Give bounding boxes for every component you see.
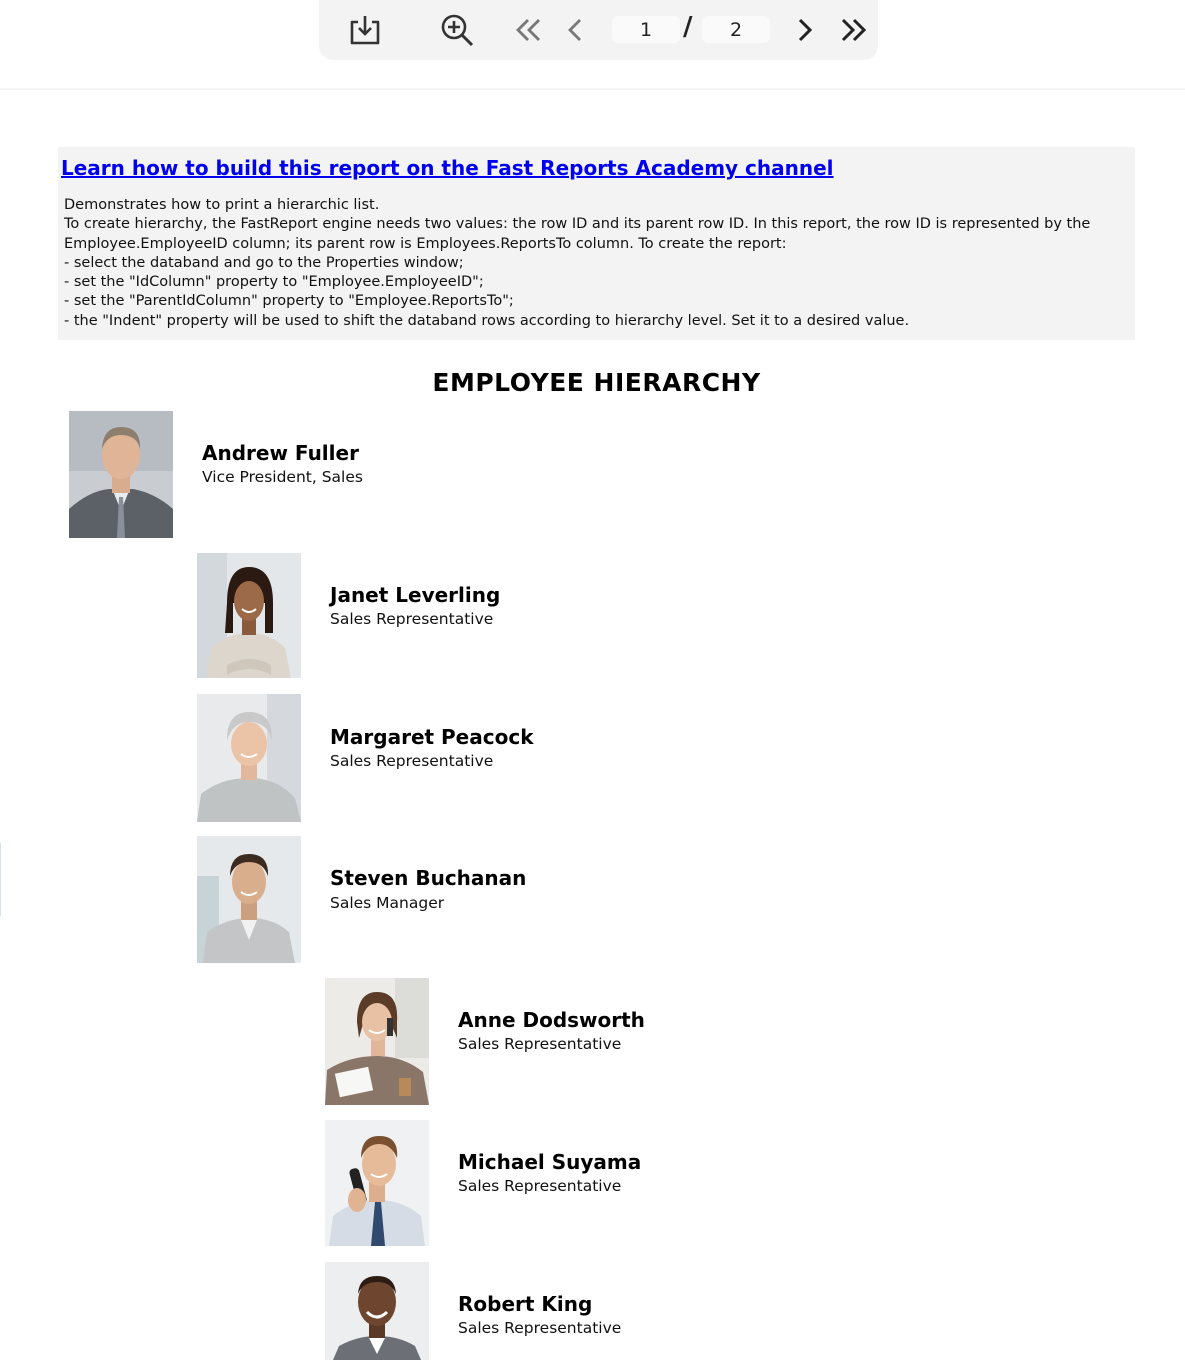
toolbar-divider [0, 88, 1185, 90]
side-scroll-marker [0, 843, 1, 916]
employee-title: Sales Representative [330, 752, 494, 770]
employee-photo [197, 694, 301, 822]
description-line: - set the "IdColumn" property to "Employee.EmployeeID"; [64, 274, 484, 291]
employee-photo [325, 1120, 429, 1246]
prev-page-icon [566, 17, 584, 43]
employee-title: Vice President, Sales [202, 468, 363, 486]
description-line: Employee.EmployeeID column; its parent row is Employees.ReportsTo column. To create the report: [64, 235, 787, 252]
employee-photo [325, 978, 429, 1105]
employee-name: Robert King [458, 1292, 593, 1316]
employee-name: Michael Suyama [458, 1150, 642, 1174]
employee-name: Andrew Fuller [202, 441, 359, 465]
report-title: EMPLOYEE HIERARCHY [432, 368, 761, 397]
first-page-button[interactable] [513, 10, 545, 50]
employee-name: Janet Leverling [330, 583, 501, 607]
employee-photo [325, 1262, 429, 1360]
description-line: - set the "ParentIdColumn" property to "Employee.ReportsTo"; [64, 293, 514, 310]
description-line: Demonstrates how to print a hierarchic list. [64, 197, 380, 213]
description-text [64, 196, 1114, 331]
report-toolbar [319, 0, 878, 60]
zoom-button[interactable] [437, 10, 477, 50]
employee-title: Sales Representative [458, 1035, 622, 1053]
description-line: To create hierarchy, the FastReport engine needs two values: the row ID and its parent row ID. In this report, the row ID is represented by the [64, 216, 1091, 233]
page-separator: / [683, 12, 693, 42]
employee-title: Sales Representative [330, 610, 494, 628]
employee-name: Margaret Peacock [330, 725, 534, 749]
employee-name: Anne Dodsworth [458, 1008, 645, 1032]
next-page-button[interactable] [793, 10, 817, 50]
employee-title: Sales Representative [458, 1319, 622, 1337]
employee-title: Sales Representative [458, 1177, 622, 1195]
last-page-button[interactable] [837, 10, 869, 50]
academy-link[interactable]: Learn how to build this report on the Fast Reports Academy channel [61, 156, 834, 180]
employee-photo [197, 553, 301, 678]
download-button[interactable] [345, 10, 385, 50]
download-icon [347, 14, 383, 46]
total-pages: 2 [702, 16, 770, 43]
employee-title: Sales Manager [330, 894, 445, 912]
prev-page-button[interactable] [563, 10, 587, 50]
employee-photo [197, 836, 301, 963]
first-page-icon [514, 17, 544, 43]
next-page-icon [796, 17, 814, 43]
zoom-in-icon [439, 12, 475, 48]
current-page-input[interactable]: 1 [612, 16, 680, 43]
description-line: - the "Indent" property will be used to shift the databand rows according to hierarchy level. Set it to a desired value. [64, 312, 910, 329]
last-page-icon [838, 17, 868, 43]
employee-photo [69, 411, 173, 538]
report-description-panel [58, 147, 1135, 340]
employee-name: Steven Buchanan [330, 866, 527, 890]
description-line: - select the databand and go to the Properties window; [64, 254, 464, 271]
